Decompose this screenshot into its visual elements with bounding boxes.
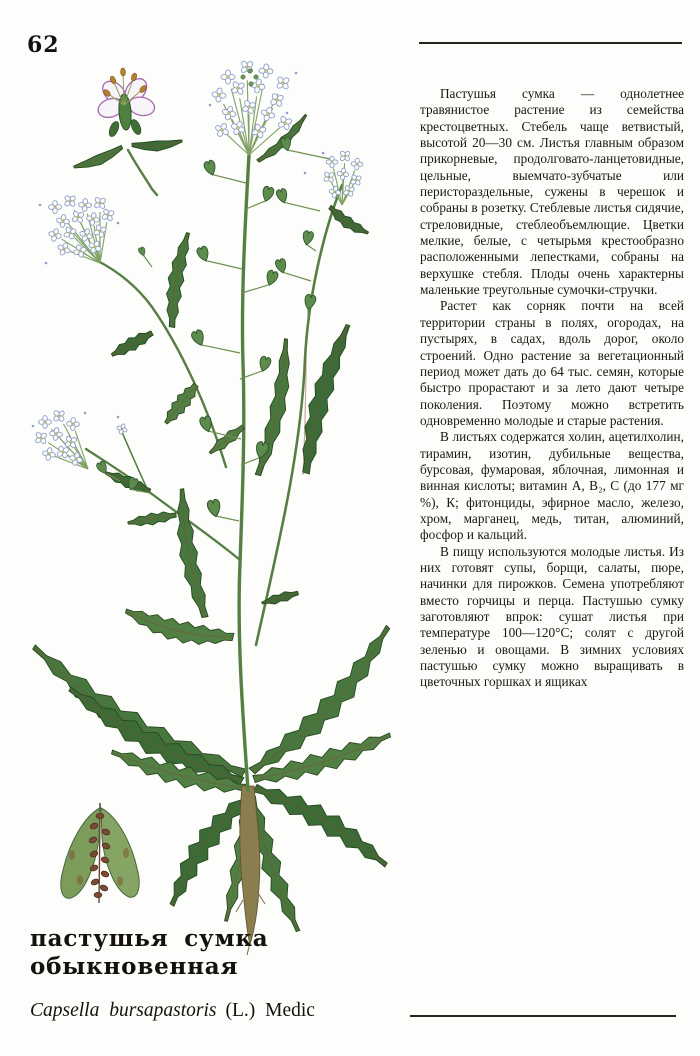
plant-title-line-2: обыкновенная — [30, 953, 239, 980]
latin-authority: (L.) Medic — [225, 1000, 315, 1021]
latin-name — [30, 1000, 315, 1022]
page-number: 62 — [27, 32, 60, 58]
plant-title-line-1: пастушья сумка — [30, 925, 269, 952]
paragraph-4: В пищу используются молодые листья. Из них готовят супы, борщи, салаты, пюре, начинки для пирожков. Семена употребляют вместо горчицы и перца. Пастушью сумку заготовляют впрок: сушат листья при температуре 100—120°С; солят с другой зеленью и овощами. В зимних условиях пастушью сумку можно выращивать в цветочных горшках и ящиках — [420, 543, 684, 690]
top-rule — [419, 42, 682, 44]
paragraph-2: Растет как сорняк почти на всей территории страны в полях, огородах, на пустырях, в садах, вдоль дорог, около строений. Одно растение за вегетационный период может дать до 64 тыс. семян, которые быстро прорастают и за лето дают четыре поколения. Поэтому можно встретить одновременно молодые и старые растения. — [420, 298, 684, 428]
paragraph-1: Пастушья сумка — однолетнее травянистое растение из семейства крестоцветных. Стебель чаще ветвистый, высотой 20—30 см. Листья главным образом прикорневые, продолговато-ланцетовидные, цельные, выемчато-зубчатые или перистораздельные, сужены в черешок и собраны в розетку. Стеблевые листья сидячие, стреловидные, стеблеобъемлющие. Цветки мелкие, белые, с четырьмя крестообразно расположенными лепестками, собраны на верхушке стебля. Плоды очень характерны маленькие треугольные сумочки-стручки. — [420, 86, 684, 298]
paragraph-3: В листьях содержатся холин, ацетилхолин, тирамин, изотин, дубильные вещества, бурсовая, фумаровая, яблочная, лимонная и винная кислоты; витамин А, В₂, С (до 177 мг %), К; фитонциды, эфирное масло, железо, хром, марганец, медь, титан, алюминий, фосфор и кальций. — [420, 429, 684, 543]
plant-illustration — [0, 55, 410, 960]
plant-title — [30, 925, 268, 981]
latin-binomial: Capsella bursapastoris — [30, 1000, 217, 1021]
article-text — [420, 86, 684, 691]
bottom-rule — [410, 1015, 676, 1017]
